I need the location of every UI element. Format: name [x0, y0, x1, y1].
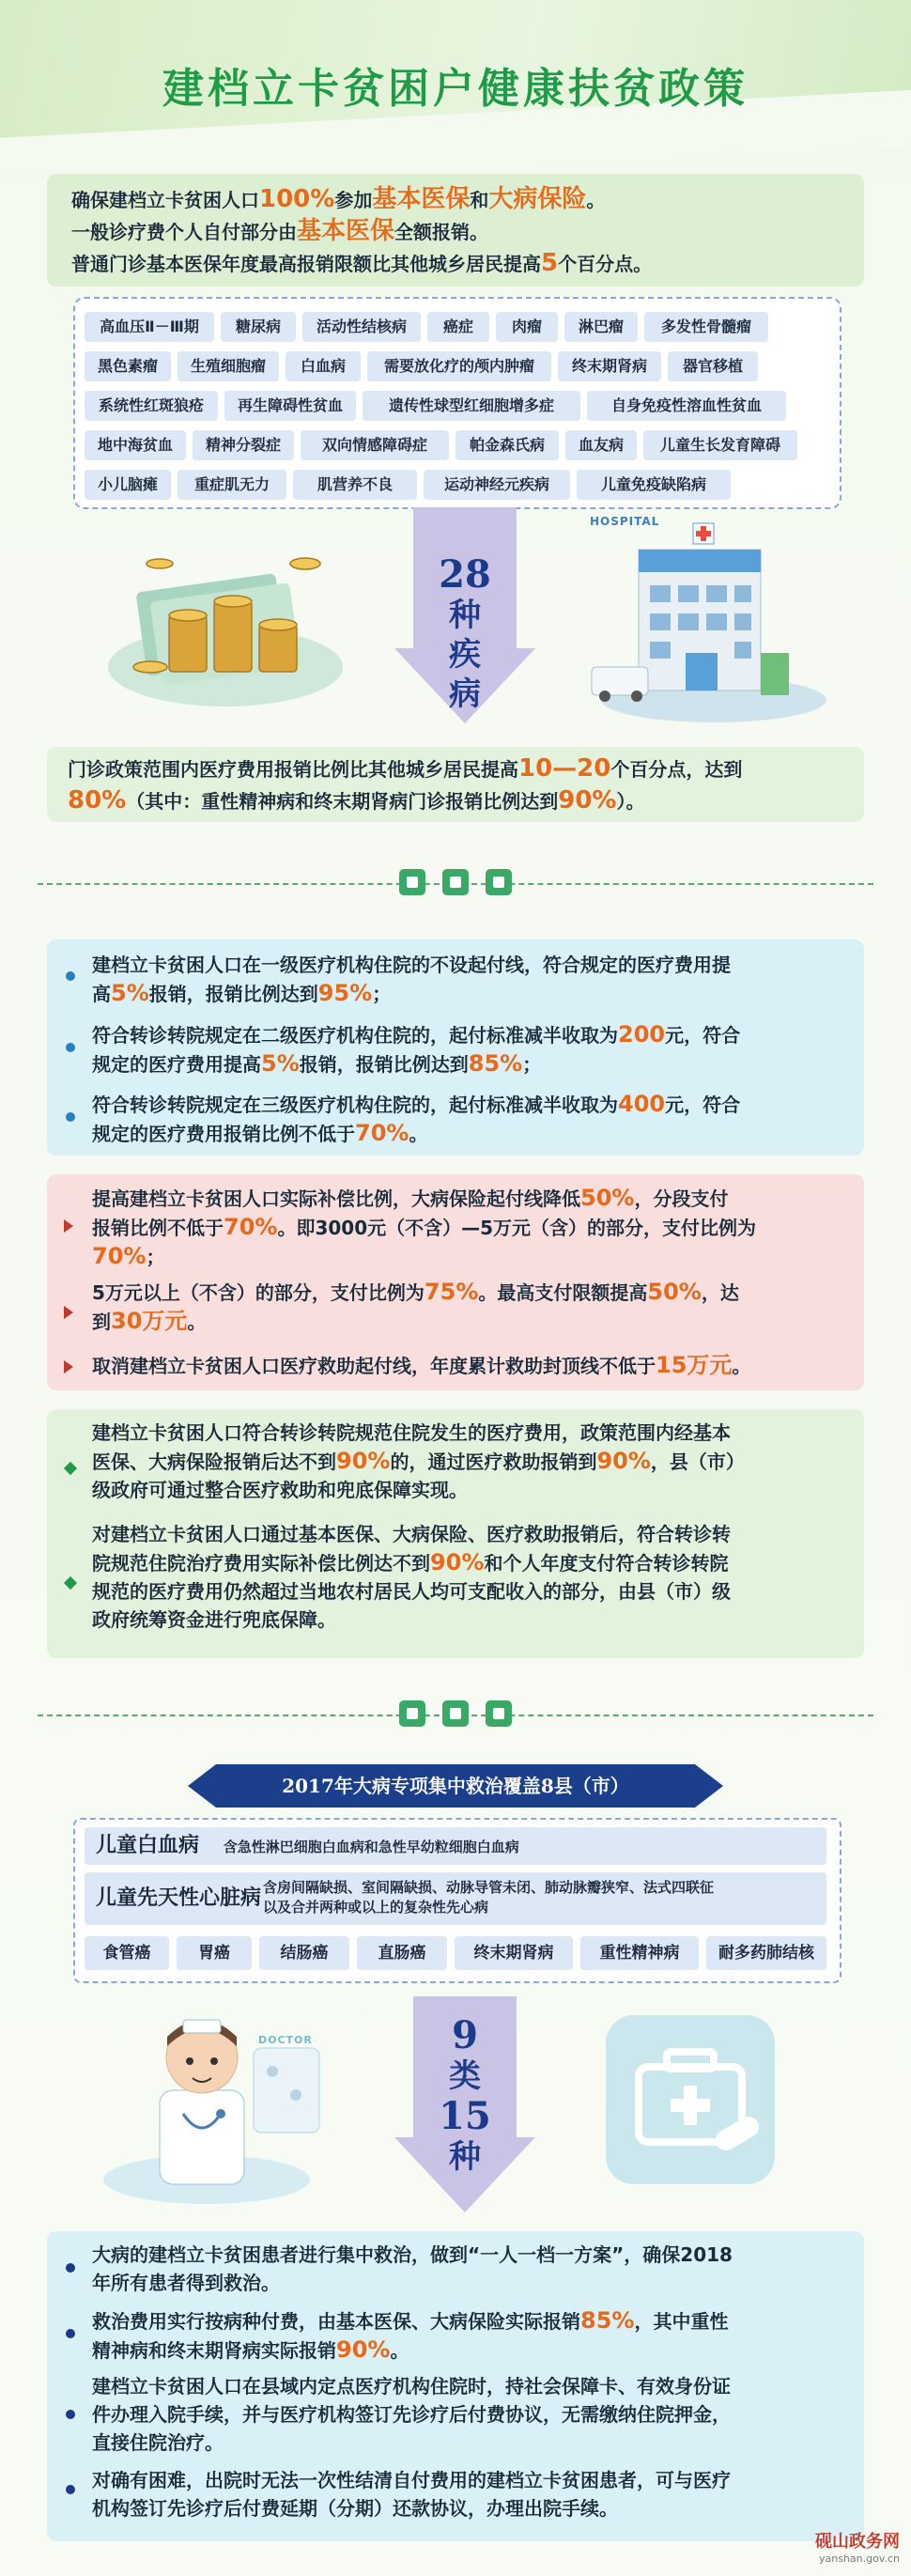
highlight: 75%: [424, 1279, 479, 1305]
hospital-label: HOSPITAL: [590, 515, 660, 528]
coverage-banner: 2017年大病专项集中救治覆盖8县（市）: [282, 1775, 629, 1797]
text: ）。: [616, 790, 645, 813]
treatment-item-3: [92, 2372, 731, 2457]
bullet-icon: [66, 1112, 75, 1122]
text: 。: [390, 2339, 409, 2362]
highlight: 95%: [317, 980, 373, 1006]
highlight: 90%: [430, 1549, 485, 1575]
disease-tag: 多发性骨髓瘤: [644, 312, 768, 342]
disease-tag: 肉瘤: [496, 312, 558, 342]
text: 建档立卡贫困人口在县域内定点医疗机构住院时，持社会保障卡、有效身份证: [92, 2375, 731, 2398]
text: 报销比例不低于: [92, 1217, 224, 1239]
bullet-icon: [66, 2263, 75, 2273]
highlight: 15万元: [656, 1352, 733, 1378]
disease-tag: 血友病: [565, 430, 637, 460]
disease-tag: 重症肌无力: [178, 470, 286, 500]
highlight: 85%: [580, 2307, 635, 2334]
highlight: 100%: [259, 185, 335, 213]
text: 件办理入院手续，并与医疗机构签订先诊疗后付费协议，无需缴纳住院押金，: [92, 2403, 731, 2426]
disease-tag: 自身免疫性溶血性贫血: [587, 391, 786, 421]
heart-name: 儿童先天性心脏病: [96, 1886, 262, 1910]
text: 符合转诊转院规定在三级医疗机构住院的，起付标准减半收取为: [92, 1094, 618, 1116]
medical-kit-icon: [486, 1700, 512, 1727]
bullet-icon: [64, 1306, 73, 1319]
outpatient-line-2: [68, 786, 644, 815]
text: 的，通过医疗救助报销到: [390, 1451, 597, 1473]
text: 到: [92, 1311, 111, 1333]
text: 。: [187, 1311, 207, 1333]
text: 对建档立卡贫困人口通过基本医保、大病保险、医疗救助报销后，符合转诊转: [92, 1523, 731, 1545]
highlight: 5%: [261, 1050, 300, 1077]
medical-kit-icon: [486, 869, 512, 895]
serious-illness-item-2: [92, 1278, 739, 1336]
text: 。: [409, 1123, 428, 1145]
bullet-icon: [66, 2410, 75, 2419]
text: 救治费用实行按病种付费，由基本医保、大病保险实际报销: [92, 2310, 580, 2333]
text: 确保建档立卡贫困人口: [71, 189, 259, 211]
header: [0, 0, 911, 169]
assistance-item-1: [92, 1419, 745, 1504]
heart-desc-line: 含房间隔缺损、室间隔缺损、动脉导管未闭、肺动脉瓣狭窄、法式四联征: [263, 1879, 715, 1896]
text: ，其中重性: [634, 2310, 729, 2333]
highlight: 400: [618, 1091, 666, 1117]
disease-tag: 再生障碍性贫血: [224, 391, 356, 421]
highlight: 70%: [224, 1214, 278, 1240]
outpatient-line-1: [68, 754, 742, 784]
highlight: 200: [618, 1021, 666, 1047]
hospital-illustration: [582, 512, 826, 728]
leukemia-tag: [85, 1827, 826, 1865]
children-disease-box: [73, 1818, 842, 1983]
medical-kit-illustration: [601, 2010, 780, 2189]
disease-tag: 运动神经元疾病: [424, 470, 570, 500]
text: 直接住院治疗。: [92, 2431, 224, 2454]
disease-tag: 器官移植: [668, 351, 758, 381]
highlight: 90%: [558, 786, 617, 815]
bullet-icon: [64, 1219, 73, 1233]
heart-disease-tag: [85, 1872, 826, 1925]
treatment-item-1: [92, 2241, 733, 2297]
text: 年所有患者得到救治。: [92, 2272, 280, 2294]
text: 个百分点。: [558, 253, 653, 275]
leukemia-desc: 含急性淋巴细胞白血病和急性早幼粒细胞白血病: [223, 1839, 519, 1855]
text: 大病的建档立卡贫困患者进行集中救治，做到“一人一档一方案”，确保2018: [92, 2243, 733, 2266]
text: 对确有困难，出院时无法一次性结清自付费用的建档立卡贫困患者，可与医疗: [92, 2469, 731, 2491]
text: 报销，报销比例达到: [299, 1053, 469, 1076]
disease-tag: 帕金森氏病: [456, 430, 559, 460]
highlight: 大病保险: [488, 185, 587, 213]
highlight: 30万元: [111, 1308, 188, 1334]
disease-tag: 儿童免疫缺陷病: [577, 470, 731, 500]
disease-tag: 终末期肾病: [558, 351, 661, 381]
arrow-word: 类: [449, 2057, 481, 2095]
cancer-tag: 重性精神病: [580, 1936, 699, 1970]
serious-illness-panel: [47, 1174, 864, 1390]
text: 医保、大病保险报销后达不到: [92, 1451, 336, 1473]
text: 。: [732, 1355, 751, 1377]
disease-tag: 肌营养不良: [293, 470, 417, 500]
text: 一般诊疗费个人自付部分由: [71, 221, 297, 243]
serious-illness-item-3: [92, 1351, 750, 1380]
disease-tag: 双向情感障碍症: [301, 430, 449, 460]
doctor-illustration: [103, 1992, 338, 2208]
category-count: 9: [452, 2013, 478, 2057]
bullet-icon: [64, 1360, 73, 1373]
insurance-line-3: [71, 249, 652, 278]
text: 规定的医疗费用报销比例不低于: [92, 1123, 355, 1145]
medical-kit-icon: [442, 869, 469, 895]
assistance-item-2: [92, 1520, 731, 1634]
bullet-icon: [66, 2329, 75, 2338]
disease-tag: 精神分裂症: [193, 430, 294, 460]
text: 规范的医疗费用仍然超过当地农村居民人均可支配收入的部分，由县（市）级: [92, 1580, 731, 1603]
heart-desc-line: 以及合并两种或以上的复杂性先心病: [263, 1899, 489, 1916]
text: 和个人年度支付符合转诊转院: [484, 1552, 729, 1575]
text: 5万元以上（不含）的部分，支付比例为: [92, 1281, 425, 1304]
medical-kit-icon: [442, 1700, 469, 1727]
disease-tag: 癌症: [427, 312, 489, 342]
highlight: 85%: [468, 1050, 523, 1077]
text: 级政府可通过整合医疗救助和兜底保障实现。: [92, 1479, 468, 1501]
cancer-tag: 耐多药肺结核: [706, 1936, 826, 1970]
hospitalization-panel: [47, 939, 864, 1156]
text: 和: [470, 189, 489, 211]
highlight: 90%: [336, 1448, 391, 1474]
leukemia-name: 儿童白血病: [96, 1834, 200, 1857]
disease-tag: 遗传性球型红细胞增多症: [363, 391, 580, 421]
text: ，县（市）: [650, 1451, 745, 1473]
cancer-tag: 结肠癌: [259, 1936, 349, 1970]
divider-icons: [399, 1700, 512, 1729]
text: ，达: [701, 1281, 739, 1304]
arrow-word: 疾: [449, 636, 481, 674]
text: 参加: [334, 189, 373, 211]
watermark-url: yanshan.gov.cn: [818, 2553, 900, 2565]
cancer-tag: 直肠癌: [357, 1936, 447, 1970]
disease-tag: 黑色素瘤: [85, 351, 171, 381]
cancer-tag: 胃癌: [177, 1936, 252, 1970]
bullet-icon: [64, 1462, 77, 1475]
arrow-word: 病: [449, 675, 481, 713]
highlight: 基本医保: [372, 185, 471, 213]
text: 建档立卡贫困人口符合转诊转院规范住院发生的医疗费用，政策范围内经基本: [92, 1421, 731, 1444]
text: 精神病和终末期肾病实际报销: [92, 2339, 336, 2362]
highlight: 10—20: [518, 754, 611, 783]
serious-illness-item-1: [92, 1184, 756, 1271]
arrow-word: 种: [449, 597, 481, 634]
text: 建档立卡贫困人口在一级医疗机构住院的不设起付线，符合规定的医疗费用提: [92, 954, 731, 976]
text: 全额报销。: [394, 221, 489, 243]
heart-desc: [263, 1878, 714, 1917]
text: 报销，报销比例达到: [148, 983, 318, 1005]
disease-tag: 淋巴瘤: [564, 312, 638, 342]
text: 个百分点，达到: [610, 758, 743, 781]
insurance-line-1: [71, 185, 605, 214]
treatment-item-4: [92, 2466, 731, 2522]
highlight: 50%: [647, 1279, 702, 1305]
type-count: 15: [439, 2094, 491, 2138]
text: ；: [522, 1053, 542, 1076]
treatment-item-2: [92, 2306, 728, 2365]
text: 院规范住院治疗费用实际补偿比例达不到: [92, 1552, 430, 1575]
highlight: 90%: [336, 2336, 391, 2363]
page-title: 建档立卡贫困户健康扶贫政策: [162, 65, 749, 113]
text: 机构签订先诊疗后付费延期（分期）还款协议，办理出院手续。: [92, 2497, 618, 2520]
medical-kit-icon: [399, 869, 425, 895]
disease-tag: 高血压Ⅱ－Ⅲ期: [85, 312, 214, 342]
bullet-icon: [64, 1576, 77, 1590]
bullet-icon: [66, 2485, 75, 2494]
highlight: 70%: [355, 1120, 409, 1146]
medical-kit-icon: [399, 1700, 425, 1727]
disease-count: 28: [439, 552, 491, 597]
text: 普通门诊基本医保年度最高报销限额比其他城乡居民提高: [71, 253, 541, 275]
highlight: 50%: [580, 1185, 635, 1211]
bullet-icon: [66, 971, 75, 981]
hospital-level-3: [92, 1090, 740, 1148]
disease-list-box: [73, 297, 842, 509]
divider-icons: [399, 869, 512, 897]
disease-tag: 生殖细胞瘤: [178, 351, 279, 381]
text: 。: [586, 189, 606, 211]
coins-illustration: [103, 526, 347, 714]
disease-tag: 活动性结核病: [302, 312, 421, 342]
site-watermark: [815, 2528, 900, 2565]
text: 元，符合: [665, 1024, 741, 1047]
text: 符合转诊转院规定在二级医疗机构住院的，起付标准减半收取为: [92, 1024, 618, 1047]
highlight: 80%: [68, 786, 127, 815]
text: 。即3000元（不含）—5万元（含）的部分，支付比例为: [277, 1217, 757, 1239]
section-divider: [0, 1700, 911, 1729]
treatment-panel: [47, 2231, 864, 2541]
disease-tag: 小儿脑瘫: [85, 470, 171, 500]
text: 规定的医疗费用提高: [92, 1053, 261, 1076]
cancer-tag: 食管癌: [85, 1936, 169, 1970]
highlight: 基本医保: [297, 217, 395, 245]
watermark-name: 砚山政务网: [815, 2532, 900, 2552]
highlight: 5%: [111, 980, 149, 1006]
disease-tag: 需要放化疗的颅内肿瘤: [367, 351, 551, 381]
hospital-level-1: [92, 951, 731, 1008]
text: 元，符合: [665, 1094, 741, 1116]
text: （其中：重性精神病和终末期肾病门诊报销比例达到: [126, 790, 559, 813]
disease-tag: 白血病: [286, 351, 361, 381]
text: 。最高支付限额提高: [478, 1281, 648, 1304]
outpatient-panel: [47, 747, 864, 822]
medical-assistance-panel: [47, 1409, 864, 1658]
text: ，分段支付: [634, 1187, 729, 1210]
arrow-28-label: [394, 554, 535, 714]
arrow-9-label: [394, 2015, 535, 2177]
hospital-level-2: [92, 1020, 740, 1079]
disease-tag: 地中海贫血: [85, 430, 186, 460]
text: 政府统筹资金进行兜底保障。: [92, 1608, 336, 1631]
bullet-icon: [66, 1043, 75, 1052]
text: 取消建档立卡贫困人口医疗救助起付线，年度累计救助封顶线不低于: [92, 1355, 656, 1377]
doctor-label: DOCTOR: [258, 2034, 313, 2046]
cancer-tag: 终末期肾病: [455, 1936, 573, 1970]
disease-tag: 儿童生长发育障碍: [643, 430, 797, 460]
insurance-line-2: [71, 217, 488, 246]
highlight: 70%: [92, 1243, 147, 1269]
section-divider: [0, 869, 911, 897]
text: ；: [146, 1246, 165, 1268]
disease-tag: 糖尿病: [221, 312, 296, 342]
text: ；: [372, 983, 392, 1005]
text: 提高建档立卡贫困人口实际补偿比例，大病保险起付线降低: [92, 1187, 580, 1210]
highlight: 5: [541, 249, 559, 277]
text: 高: [92, 983, 111, 1005]
arrow-word: 种: [449, 2138, 481, 2176]
text: 门诊政策范围内医疗费用报销比例比其他城乡居民提高: [68, 758, 518, 781]
highlight: 90%: [596, 1448, 651, 1474]
basic-insurance-panel: [47, 174, 864, 287]
disease-tag: 系统性红斑狼疮: [85, 391, 218, 421]
